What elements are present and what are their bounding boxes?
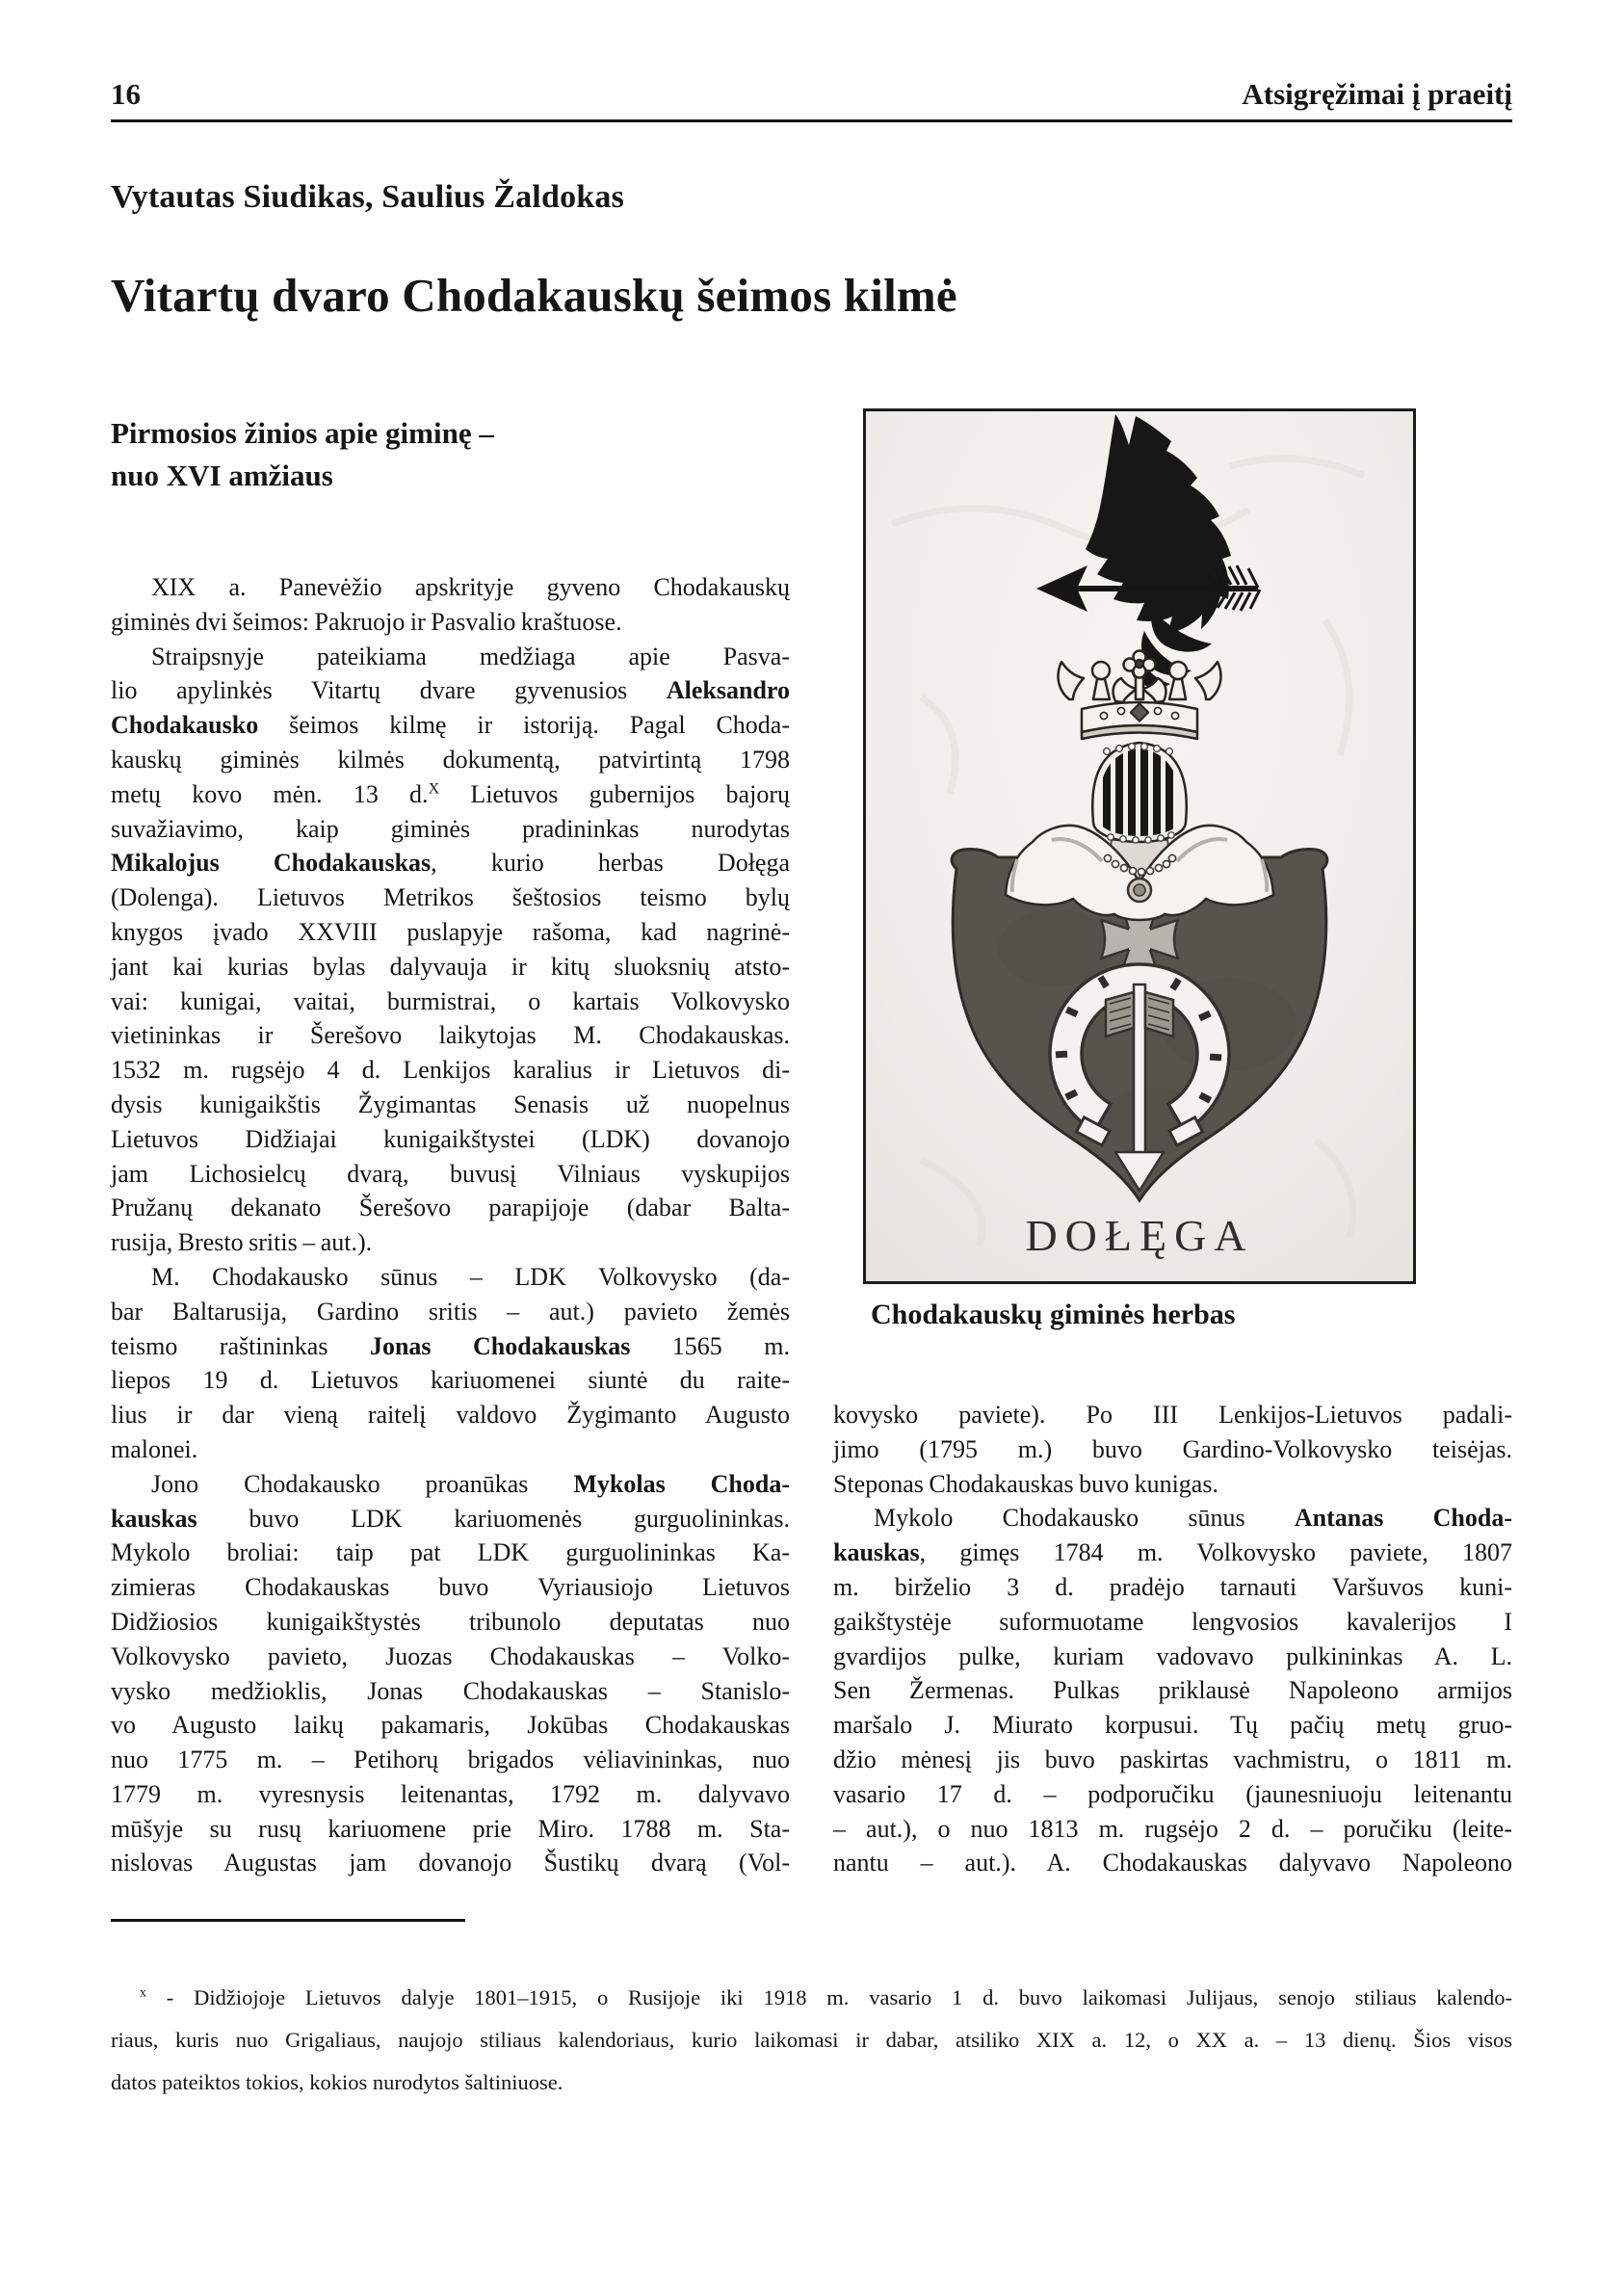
- text-line: gaikštystėje suformuotame lengvosios kavalerijos I: [833, 1607, 1512, 1636]
- text-line: jam Lichosielcų dvarą, buvusį Vilniaus vyskupijos: [111, 1159, 790, 1188]
- text-line: Didžiosios kunigaikštystės tribunolo deputatas nuo: [111, 1607, 790, 1636]
- text-line: vietininkas ir Šerešovo laikytojas M. Chodakauskas.: [111, 1021, 790, 1050]
- text-line: Steponas Chodakauskas buvo kunigas.: [833, 1469, 1218, 1498]
- text-line: maršalo J. Miurato korpusui. Tų pačių metų gruo-: [833, 1711, 1512, 1740]
- text-line: knygos įvado XXVIII puslapyje rašoma, kad nagrinė-: [111, 917, 790, 946]
- text-line: kovysko paviete). Po III Lenkijos-Lietuvos padali-: [833, 1401, 1512, 1429]
- page-number: 16: [111, 77, 141, 111]
- text-line: 1532 m. rugsėjo 4 d. Lenkijos karalius ir Lietuvos di-: [111, 1056, 790, 1085]
- text-line: Volkovysko pavieto, Juozas Chodakauskas – Volko-: [111, 1641, 790, 1670]
- text-line: XIX a. Panevėžio apskrityje gyveno Chodakauskų: [151, 573, 790, 601]
- text-line: Mykolo broliai: taip pat LDK gurguolininkas Ka-: [111, 1538, 790, 1567]
- text-line: kauskų giminės kilmės dokumentą, patvirtintą 1798: [111, 745, 790, 774]
- section-heading: [111, 412, 790, 497]
- text-line: Jono Chodakausko proanūkas Mykolas Choda-: [151, 1469, 791, 1498]
- text-line: mūšyje su rusų kariuomene prie Miro. 1788 m. Sta-: [111, 1814, 790, 1843]
- text-line: Lietuvos Didžiajai kunigaikštystei (LDK) dovanojo: [111, 1124, 790, 1153]
- right-column-text: [833, 1398, 1512, 1880]
- text-line: vysko medžioklis, Jonas Chodakauskas – Stanislo-: [111, 1676, 790, 1705]
- text-line: dysis kunigaikštis Žygimantas Senasis už nuopelnus: [111, 1089, 790, 1118]
- text-line: lio apylinkės Vitartų dvare gyvenusios Aleksandro: [111, 676, 790, 705]
- text-line: vai: kunigai, vaitai, burmistrai, o kartais Volkovysko: [111, 986, 790, 1015]
- left-column-text: [111, 570, 790, 1880]
- text-line: riaus, kuris nuo Grigaliaus, naujojo stiliaus kalendoriaus, kurio laikomasi ir dabar, atsiliko XIX a. 12, o XX a. – 13 dienų. Šios visos: [111, 2028, 1512, 2052]
- text-line: m. birželio 3 d. pradėjo tarnauti Varšuvos kuni-: [833, 1572, 1512, 1601]
- text-line: suvažiavimo, kaip giminės pradininkas nurodytas: [111, 814, 790, 843]
- helmet-icon: [1092, 743, 1187, 844]
- header-rule: [111, 119, 1512, 122]
- text-line: – aut.), o nuo 1813 m. rugsėjo 2 d. – poručiku (leite-: [833, 1814, 1512, 1843]
- footnote-text: [111, 1977, 1512, 2104]
- authors-line: Vytautas Siudikas, Saulius Žaldokas: [111, 179, 625, 215]
- text-line: kauskas buvo LDK kariuomenės gurguolininkas.: [111, 1504, 790, 1533]
- text-line: jant kai kurias bylas dalyvauja ir kitų sluoksnių atsto-: [111, 952, 790, 981]
- text-line: giminės dvi šeimos: Pakruojo ir Pasvalio kraštuose.: [111, 607, 622, 636]
- text-line: lius ir dar vieną raitelį valdovo Žygimanto Augusto: [111, 1401, 790, 1430]
- text-line: datos pateiktos tokios, kokios nurodytos šaltiniuose.: [111, 2070, 563, 2094]
- pendant-icon: [1128, 879, 1151, 902]
- text-line: Mikalojus Chodakauskas, kurio herbas Dołęga: [111, 849, 790, 878]
- text-line: rusija, Bresto sritis – aut.).: [111, 1228, 373, 1257]
- text-line: Mykolo Chodakausko sūnus Antanas Choda-: [874, 1504, 1512, 1533]
- article-title: Vitartų dvaro Chodakauskų šeimos kilmė: [111, 269, 957, 322]
- figure-caption: Chodakauskų giminės herbas: [871, 1299, 1236, 1330]
- text-line: nantu – aut.). A. Chodakauskas dalyvavo Napoleono: [833, 1849, 1512, 1877]
- text-line: zimieras Chodakauskas buvo Vyriausiojo Lietuvos: [111, 1573, 790, 1602]
- text-line: džio mėnesį jis buvo paskirtas vachmistru, o 1811 m.: [833, 1745, 1512, 1773]
- text-line: vo Augusto laikų pakamaris, Jokūbas Chodakauskas: [111, 1711, 790, 1740]
- text-line: (Dolenga). Lietuvos Metrikos šeštosios teismo bylų: [111, 883, 790, 912]
- text-line: Sen Žermenas. Pulkas priklausė Napoleono armijos: [833, 1676, 1512, 1705]
- text-line: nuo 1775 m. – Petihorų brigados vėliavininkas, nuo: [111, 1746, 790, 1774]
- text-line: kauskas, gimęs 1784 m. Volkovysko paviete, 1807: [833, 1538, 1512, 1567]
- text-line: M. Chodakausko sūnus – LDK Volkovysko (da-: [151, 1262, 790, 1291]
- text-line: gvardijos pulke, kuriam vadovavo pulkininkas A. L.: [833, 1641, 1512, 1670]
- text-line: 1779 m. vyresnysis leitenantas, 1792 m. dalyvavo: [111, 1779, 790, 1808]
- coat-of-arms-figure: [863, 408, 1416, 1284]
- running-head: Atsigręžimai į praeitį: [1242, 77, 1512, 111]
- text-line: Chodakausko šeimos kilmę ir istoriją. Pagal Choda-: [111, 711, 790, 740]
- text-line: metų kovo mėn. 13 d.$^X$ Lietuvos gubernijos bajorų: [111, 779, 790, 808]
- coat-of-arms-illustration: [863, 408, 1416, 1284]
- herb-motto-label: DOŁĘGA: [1025, 1211, 1254, 1260]
- text-line: liepos 19 d. Lietuvos kariuomenei siuntė du raite-: [111, 1366, 790, 1395]
- text-line: jimo (1795 m.) buvo Gardino-Volkovysko teisėjas.: [833, 1434, 1512, 1463]
- section-heading-line2: nuo XVI amžiaus: [111, 459, 333, 492]
- text-line: malonei.: [111, 1434, 198, 1463]
- text-line: nislovas Augustas jam dovanojo Šustikų dvarą (Vol-: [111, 1849, 790, 1877]
- footnote-rule: [111, 1919, 465, 1922]
- text-line: bar Baltarusija, Gardino sritis – aut.) pavieto žemės: [111, 1297, 790, 1326]
- text-line: Pružanų dekanato Šerešovo parapijoje (dabar Balta-: [111, 1194, 790, 1222]
- text-line: teismo raštininkas Jonas Chodakauskas 1565 m.: [111, 1331, 790, 1360]
- section-heading-line1: Pirmosios žinios apie giminę –: [111, 416, 494, 450]
- text-line: Straipsnyje pateikiama medžiaga apie Pasva-: [151, 642, 790, 670]
- text-line: $^x$ - Didžiojoje Lietuvos dalyje 1801–1915, o Rusijoje iki 1918 m. vasario 1 d. buvo laikomasi Julijaus, senojo stiliaus kalendo-: [140, 1985, 1512, 2009]
- text-line: vasario 17 d. – podporučiku (jaunesniuoju leitenantu: [833, 1779, 1512, 1808]
